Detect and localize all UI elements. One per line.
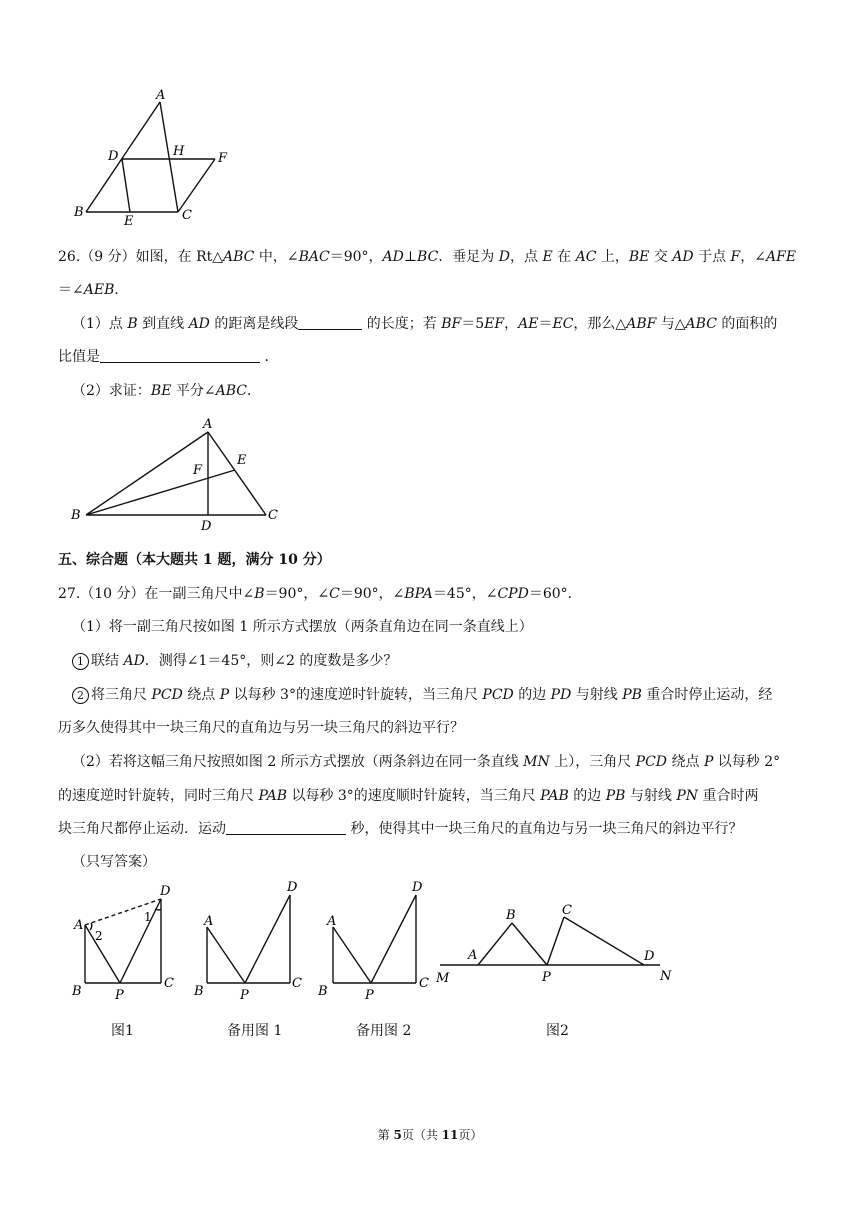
- q26-part1-line: （1）点 B 到直线 AD 的距离是线段 的长度；若 BF＝5EF，AE＝EC，那么△ABF 与△ABC 的面积的: [72, 316, 778, 332]
- figure-backup-2: [315, 875, 440, 1010]
- label-p: P: [542, 970, 551, 985]
- label-c: C: [268, 508, 278, 523]
- label-a: A: [204, 914, 214, 929]
- q27-part2-line-3: 块三角尺都停止运动．运动 秒，使得其中一块三角尺的直角边与另一块三角尺的斜边平行？: [58, 821, 743, 837]
- label-d: D: [644, 949, 655, 964]
- label-m: M: [436, 971, 450, 986]
- label-a: A: [156, 88, 166, 103]
- label-d: D: [201, 519, 212, 534]
- q26-part1-line-2: 比值是 ．: [58, 349, 279, 365]
- q27-part1: （1）将一副三角尺按如图 1 所示方式摆放（两条直角边在同一条直线上）: [72, 619, 533, 635]
- label-e: E: [237, 453, 247, 468]
- label-c: C: [292, 976, 302, 991]
- label-b: B: [194, 984, 204, 999]
- figure-backup-1: [190, 875, 315, 1010]
- label-a: A: [327, 914, 337, 929]
- figure-2: [432, 895, 682, 995]
- page-footer: 第 5页（共 11页）: [377, 1128, 483, 1142]
- label-f: F: [193, 463, 203, 478]
- label-c: C: [164, 976, 174, 991]
- label-b: B: [506, 908, 516, 923]
- q27-note: （只写答案）: [72, 854, 156, 870]
- figure-q26-triangle: [60, 412, 290, 537]
- label-d: D: [108, 149, 119, 164]
- label-b: B: [74, 205, 84, 220]
- label-f: F: [218, 151, 228, 166]
- q27-part2-line-2: 的速度逆时针旋转，同时三角尺 PAB 以每秒 3°的速度顺时针旋转，当三角尺 PAB 的边 PB 与射线 PN 重合时两: [58, 788, 759, 804]
- label-e: E: [124, 214, 134, 229]
- label-b: B: [72, 984, 82, 999]
- label-d: D: [412, 880, 423, 895]
- angle-1-label: 1: [144, 910, 152, 924]
- label-c: C: [182, 208, 192, 223]
- label-a: A: [74, 918, 84, 933]
- label-d: D: [160, 884, 171, 899]
- caption-figure-1: 图1: [111, 1023, 134, 1039]
- caption-figure-2: 图2: [546, 1023, 569, 1039]
- label-p: P: [115, 988, 124, 1003]
- label-h: H: [173, 144, 185, 159]
- q27-item-2: 2 将三角尺 PCD 绕点 P 以每秒 3°的速度逆时针旋转，当三角尺 PCD 的边 PD 与射线 PB 重合时停止运动，经: [72, 685, 772, 705]
- q27-item-2-cont: 历多久使得其中一块三角尺的直角边与另一块三角尺的斜边平行？: [58, 720, 464, 736]
- label-p: P: [365, 988, 374, 1003]
- q26-part2-line: （2）求证：BE 平分∠ABC．: [72, 383, 261, 399]
- q26-line-2: ＝∠AEB．: [58, 282, 129, 298]
- q27-line-1: 27.（10 分）在一副三角尺中∠B＝90°，∠C＝90°，∠BPA＝45°，∠CPD＝60°．: [58, 586, 582, 602]
- label-b: B: [71, 508, 81, 523]
- label-a: A: [203, 417, 213, 432]
- answer-blank-seconds[interactable]: [226, 820, 346, 835]
- label-a: A: [468, 948, 478, 963]
- caption-backup-1: 备用图 1: [227, 1023, 283, 1039]
- answer-blank-segment[interactable]: [298, 315, 362, 330]
- caption-backup-2: 备用图 2: [356, 1023, 412, 1039]
- label-n: N: [660, 969, 672, 984]
- q27-part2-line-1: （2）若将这幅三角尺按照如图 2 所示方式摆放（两条斜边在同一条直线 MN 上），三角尺 PCD 绕点 P 以每秒 2°: [72, 754, 781, 770]
- label-p: P: [240, 988, 249, 1003]
- angle-2-label: 2: [95, 929, 103, 943]
- label-d: D: [287, 880, 298, 895]
- label-b: B: [318, 984, 328, 999]
- section-heading: 五、综合题（本大题共 1 题，满分 10 分）: [58, 552, 331, 568]
- label-c: C: [419, 976, 429, 991]
- figure-parallelogram: [60, 80, 250, 230]
- q26-line-1: 26.（9 分）如图，在 Rt△ABC 中，∠BAC＝90°，AD⊥BC．垂足为 D，点 E 在 AC 上，BE 交 AD 于点 F，∠AFE: [58, 249, 797, 265]
- answer-blank-ratio[interactable]: [100, 348, 260, 363]
- figure-1: [60, 875, 190, 1010]
- label-c: C: [562, 903, 572, 918]
- q27-item-1: 1 联结 AD．测得∠1＝45°，则∠2 的度数是多少？: [72, 651, 397, 671]
